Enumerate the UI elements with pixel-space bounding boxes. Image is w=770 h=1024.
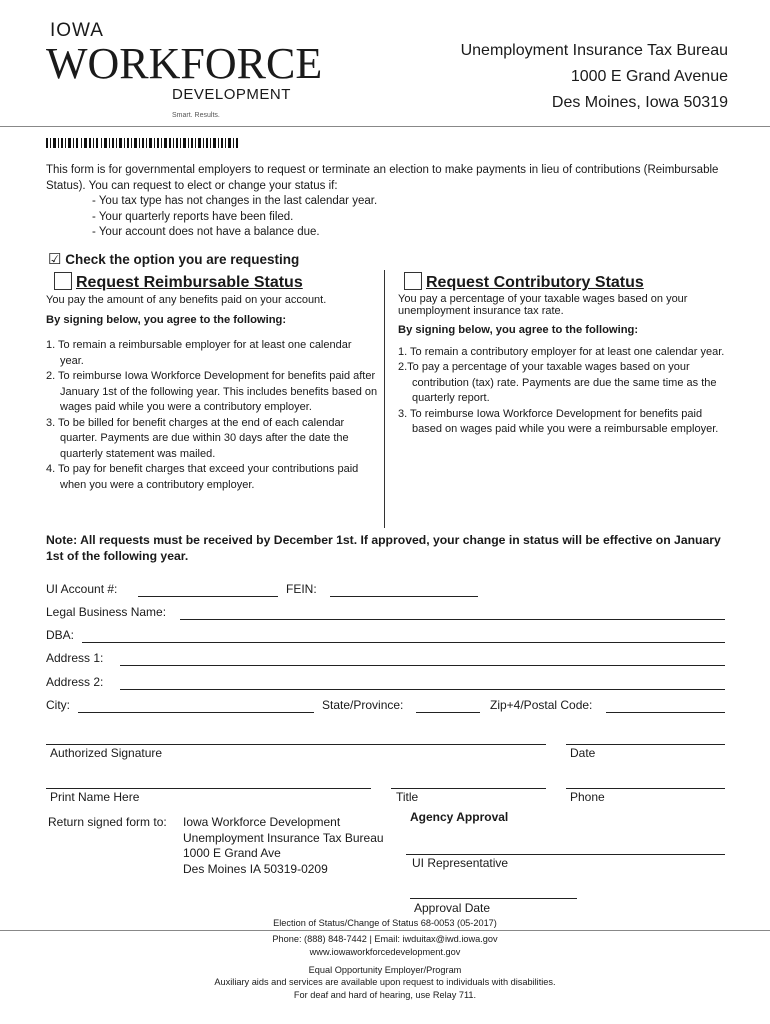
reimbursable-agree: By signing below, you agree to the following: — [46, 313, 287, 326]
dba-label: DBA: — [46, 628, 75, 642]
relay-statement: For deaf and hard of hearing, use Relay 711. — [293, 990, 477, 1000]
barcode-icon — [46, 138, 238, 148]
header-divider — [0, 126, 770, 127]
intro-bullet: - Your account does not have a balance due. — [92, 226, 320, 238]
approval-date-field[interactable] — [410, 898, 577, 899]
state-label: State/Province: — [322, 698, 404, 712]
state-field[interactable] — [416, 712, 480, 713]
address1-label: Address 1: — [46, 651, 104, 665]
legal-name-field[interactable] — [180, 619, 725, 620]
deadline-note: Note: All requests must be received by December 1st. If approved, your change in status will be effective on January 1st of the following year. — [46, 533, 721, 563]
reimbursable-option[interactable] — [54, 272, 303, 292]
reimbursable-checkbox[interactable] — [54, 272, 72, 290]
agency-approval-title: Agency Approval — [410, 810, 509, 824]
phone-label: Phone — [570, 790, 605, 804]
return-address — [183, 815, 384, 877]
phone-field[interactable] — [566, 788, 725, 789]
return-line: Iowa Workforce Development — [183, 815, 341, 829]
bureau-street: 1000 E Grand Avenue — [570, 68, 728, 85]
legal-name-label: Legal Business Name: — [46, 605, 167, 619]
column-divider — [384, 270, 385, 528]
logo-tagline: Smart. Results. — [172, 112, 220, 119]
contributory-item: 2.To pay a percentage of your taxable wages based on your contribution (tax) rate. Payments are due the same time as the quarterly report. — [398, 361, 717, 404]
check-option-label: Check the option you are requesting — [65, 252, 300, 267]
address1-field[interactable] — [120, 665, 725, 666]
ui-account-field[interactable] — [138, 596, 278, 597]
address2-field[interactable] — [120, 689, 725, 690]
contact-info: Phone: (888) 848-7442 | Email: iwduitax@iwd.iowa.gov — [272, 934, 498, 944]
aux-aids-statement: Auxiliary aids and services are available upon request to individuals with disabilities. — [214, 977, 556, 987]
reimbursable-desc: You pay the amount of any benefits paid on your account. — [46, 294, 327, 306]
intro-paragraph — [46, 163, 736, 241]
logo-workforce-text: WORKFORCE — [46, 39, 323, 88]
dba-field[interactable] — [82, 642, 725, 643]
city-label: City: — [46, 698, 70, 712]
ui-account-label: UI Account #: — [46, 582, 118, 596]
contributory-agree: By signing below, you agree to the following: — [398, 324, 639, 336]
authorized-signature-field[interactable] — [46, 744, 546, 745]
authorized-signature-label: Authorized Signature — [50, 746, 163, 760]
return-line: 1000 E Grand Ave — [183, 846, 281, 860]
checked-box-icon: ☑ — [48, 251, 62, 268]
logo-development-text: DEVELOPMENT — [172, 86, 291, 103]
intro-text: This form is for governmental employers to request or terminate an election to make payments in lieu of contributions (Reimbursable Status). You can request to elect or change your status if: — [46, 164, 719, 192]
date-field[interactable] — [566, 744, 725, 745]
reimbursable-item: 4. To pay for benefit charges that exceed your contributions paid when you were a contributory employer. — [46, 463, 359, 491]
fein-field[interactable] — [330, 596, 478, 597]
logo-iowa-text: IOWA — [50, 20, 104, 41]
print-name-field[interactable] — [46, 788, 371, 789]
ui-representative-field[interactable] — [406, 854, 725, 855]
reimbursable-item: 3. To be billed for benefit charges at the end of each calendar quarter. Payments are due within 30 days after the date the quarterly statement was mailed. — [46, 416, 349, 460]
reimbursable-item: 1. To remain a reimbursable employer for at least one calendar year. — [46, 339, 352, 367]
address2-label: Address 2: — [46, 675, 104, 689]
title-field[interactable] — [391, 788, 546, 789]
contributory-item: 1. To remain a contributory employer for at least one calendar year. — [398, 345, 725, 358]
return-line: Unemployment Insurance Tax Bureau — [183, 830, 384, 845]
reimbursable-item: 2. To reimburse Iowa Workforce Development for benefits paid after January 1st of the following year. This includes benefits based on wages paid while you were a contributory employer. — [46, 370, 378, 413]
website-link[interactable]: www.iowaworkforcedevelopment.gov — [309, 947, 461, 957]
eoe-statement: Equal Opportunity Employer/Program — [308, 965, 462, 975]
intro-bullet: - You tax type has not changes in the last calendar year. — [92, 195, 378, 207]
zip-label: Zip+4/Postal Code: — [490, 698, 593, 712]
footer-divider — [0, 930, 770, 931]
bureau-address — [461, 38, 728, 116]
contributory-title: Request Contributory Status — [426, 274, 644, 291]
form-id: Election of Status/Change of Status 68-0053 (05-2017) — [273, 918, 497, 928]
title-label: Title — [396, 790, 419, 804]
city-field[interactable] — [78, 712, 314, 713]
bureau-city: Des Moines, Iowa 50319 — [551, 94, 728, 111]
contributory-checkbox[interactable] — [404, 272, 422, 290]
return-line: Des Moines IA 50319-0209 — [183, 861, 328, 876]
print-name-label: Print Name Here — [50, 790, 140, 804]
return-label: Return signed form to: — [48, 815, 167, 829]
check-option-header — [48, 250, 299, 268]
ui-representative-label: UI Representative — [412, 856, 509, 870]
date-label: Date — [570, 746, 596, 760]
fein-label: FEIN: — [286, 582, 317, 596]
contributory-column — [398, 293, 728, 438]
reimbursable-column — [46, 293, 378, 493]
approval-date-label: Approval Date — [414, 901, 491, 915]
bureau-name: Unemployment Insurance Tax Bureau — [460, 42, 728, 59]
intro-bullet: - Your quarterly reports have been filed. — [92, 210, 294, 223]
reimbursable-title: Request Reimbursable Status — [76, 274, 303, 291]
contributory-desc: You pay a percentage of your taxable wages based on your unemployment insurance tax rate. — [398, 293, 688, 317]
zip-field[interactable] — [606, 712, 725, 713]
contributory-option[interactable] — [404, 272, 644, 292]
contributory-item: 3. To reimburse Iowa Workforce Development for benefits paid based on wages paid while you were a reimbursable employer. — [398, 407, 719, 435]
